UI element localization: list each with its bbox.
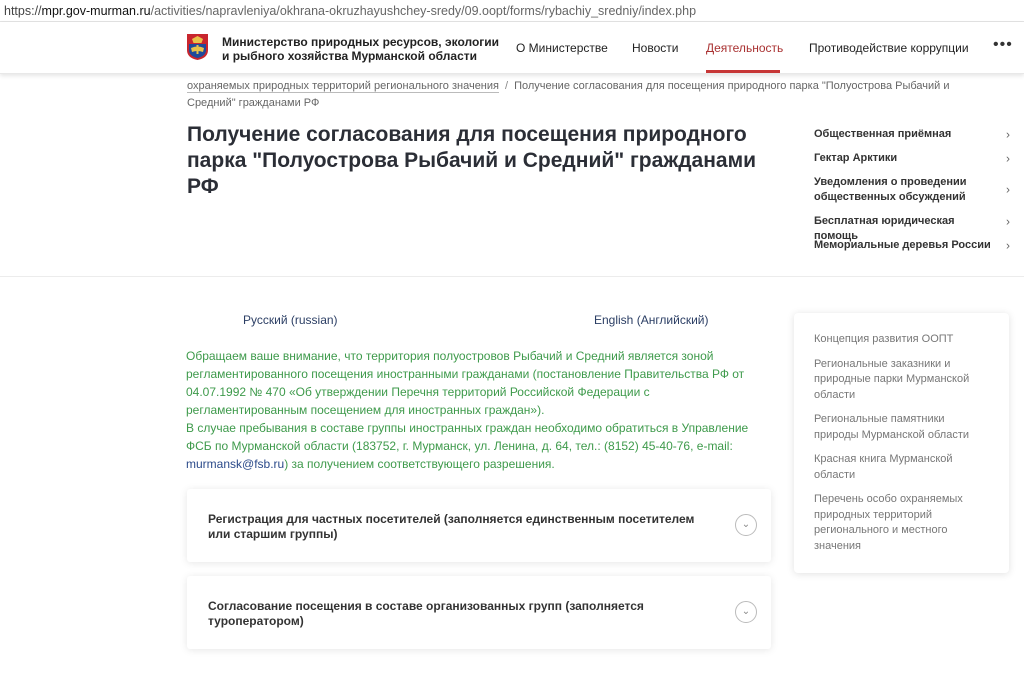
accordion-private-registration[interactable] xyxy=(187,489,771,562)
nav-about[interactable]: О Министерстве xyxy=(516,41,608,55)
card-link-red-book[interactable]: Красная книга Мурманской области xyxy=(814,453,953,481)
nav-news[interactable]: Новости xyxy=(632,41,679,55)
breadcrumb xyxy=(187,78,992,112)
side-link-label: Общественная приёмная xyxy=(814,128,952,140)
page-title: Получение согласования для посещения природного парка "Полуострова Рыбачий и Средний" гражданами РФ xyxy=(187,123,757,198)
site-header xyxy=(0,22,1024,74)
url-scheme: https:// xyxy=(4,4,42,18)
chevron-right-icon: › xyxy=(1006,182,1010,197)
nav-active-indicator xyxy=(706,70,780,73)
side-link-label: Уведомления о проведении общественных обсуждений xyxy=(814,176,967,203)
accordion-group-approval[interactable] xyxy=(187,576,771,649)
chevron-right-icon: › xyxy=(1006,238,1010,252)
side-link-memorial-trees[interactable] xyxy=(814,238,1010,253)
card-link-reserves[interactable]: Региональные заказники и природные парки Мурманской области xyxy=(814,357,970,401)
chevron-right-icon: › xyxy=(1006,214,1010,228)
notice-text xyxy=(186,347,766,473)
related-links-card xyxy=(794,313,1009,573)
side-link-label: Мемориальные деревья России xyxy=(814,239,991,251)
site-name[interactable]: Министерство природных ресурсов, экологии и рыбного хозяйства Мурманской области xyxy=(222,35,500,63)
more-menu-icon[interactable]: ••• xyxy=(993,36,1013,53)
side-link-label: Бесплатная юридическая помощь xyxy=(814,215,955,242)
coat-of-arms-icon[interactable] xyxy=(186,33,209,61)
notice-paragraph-2: В случае пребывания в составе группы иностранных граждан необходимо обратиться в Управление ФСБ по Мурманской области (183752, г. Мурманск, ул. Ленина, д. 64, тел.: (8152) 45-40-76, e-mail: murmansk@fsb.ru) за получением соответствующего разрешения. xyxy=(186,421,749,471)
nav-activity[interactable]: Деятельность xyxy=(706,41,784,55)
side-link-notifications[interactable] xyxy=(814,175,1010,205)
url-path: /activities/napravleniya/okhrana-okruzhayushchey-sredy/09.oopt/forms/rybachiy_sredniy/index.php xyxy=(150,4,697,18)
section-divider xyxy=(0,276,1024,277)
breadcrumb-separator: / xyxy=(505,80,509,92)
side-link-hectare[interactable] xyxy=(814,151,1010,166)
chevron-right-icon: › xyxy=(1006,151,1010,165)
breadcrumb-current: Получение согласования для посещения природного парка "Полуострова Рыбачий и Средний" гражданами РФ xyxy=(187,80,950,109)
chevron-right-icon: › xyxy=(1006,127,1010,141)
side-link-legal-aid[interactable] xyxy=(814,214,1010,242)
breadcrumb-link[interactable]: охраняемых природных территорий регионального значения xyxy=(187,80,499,92)
lang-english-link[interactable]: English (Английский) xyxy=(594,313,709,327)
side-link-reception[interactable] xyxy=(814,127,1010,142)
card-link-oopt-list[interactable]: Перечень особо охраняемых природных территорий регионального и местного значения xyxy=(814,493,963,552)
side-links xyxy=(814,122,1010,253)
card-link-oopt-concept[interactable]: Концепция развития ООПТ xyxy=(814,333,954,345)
url-host: mpr.gov-murman.ru xyxy=(41,4,151,18)
accordion-title: Регистрация для частных посетителей (заполняется единственным посетителем или старшим группы) xyxy=(208,512,695,541)
notice-paragraph-1: Обращаем ваше внимание, что территория полуостровов Рыбачий и Средний является зоной регламентированного посещения иностранными гражданами (постановление Правительства РФ от 04.07.1992 № 470 «Об утверждении Перечня территорий Российской Федерации с регламентированным посещением для иностранных граждан»). xyxy=(186,349,745,417)
chevron-down-icon[interactable]: ⌄ xyxy=(735,601,757,623)
nav-anticorruption[interactable]: Противодействие коррупции xyxy=(809,41,969,55)
card-link-monuments[interactable]: Региональные памятники природы Мурманской области xyxy=(814,413,970,441)
accordion-title: Согласование посещения в составе организованных групп (заполняется туроператором) xyxy=(208,599,644,628)
address-bar[interactable] xyxy=(0,0,1024,22)
fsb-email-link[interactable]: murmansk@fsb.ru xyxy=(186,457,285,471)
side-link-label: Гектар Арктики xyxy=(814,152,898,164)
lang-russian-link[interactable]: Русский (russian) xyxy=(243,313,338,327)
chevron-down-icon[interactable]: ⌄ xyxy=(735,514,757,536)
